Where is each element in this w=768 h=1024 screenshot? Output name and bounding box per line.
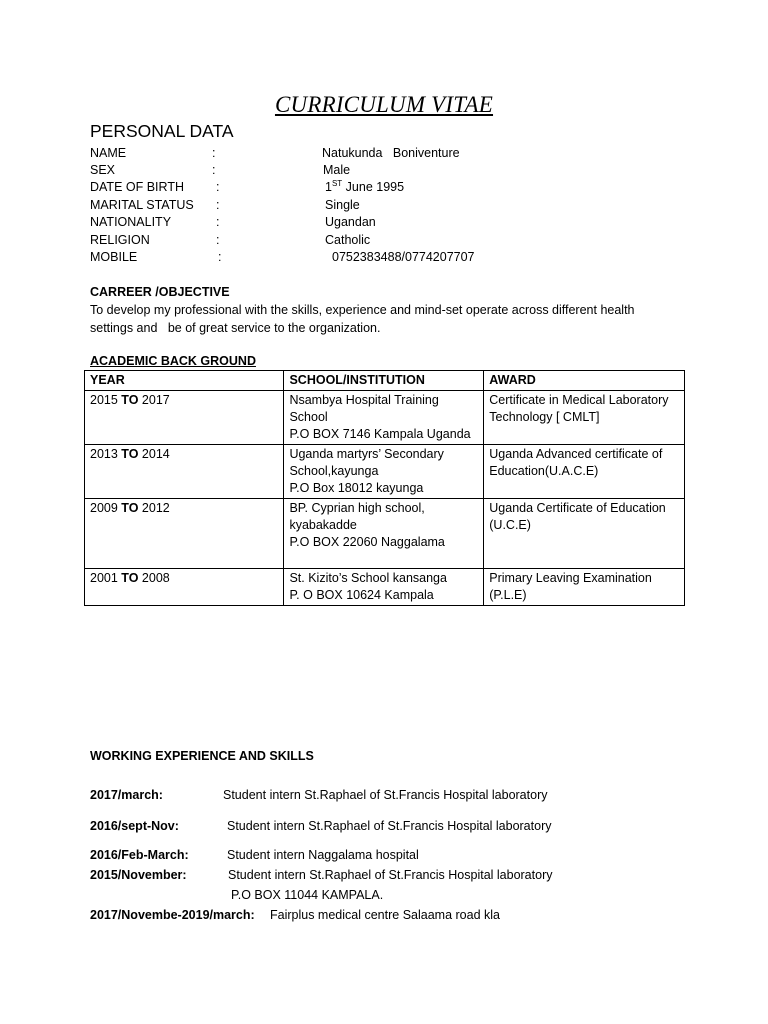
table-row <box>85 391 685 445</box>
award-line: (P.L.E) <box>489 588 527 602</box>
award-line: Education(U.A.C.E) <box>489 464 599 478</box>
school-cell <box>284 569 484 606</box>
year-to: 2012 <box>141 501 170 515</box>
year-cell <box>85 499 284 569</box>
experience-description: Student intern St.Raphael of St.Francis Hospital laboratory <box>227 819 552 833</box>
nationality-label: NATIONALITY <box>90 215 172 229</box>
year-from: 2013 <box>90 447 118 461</box>
experience-date: 2017/Novembe-2019/march: <box>90 908 255 922</box>
school-line: St. Kizito’s School kansanga <box>289 571 447 585</box>
religion-label: RELIGION <box>90 233 150 247</box>
experience-description: Student intern St.Raphael of St.Francis Hospital laboratory <box>228 868 553 882</box>
school-line: Uganda martyrs’ Secondary <box>289 447 444 461</box>
school-cell <box>284 391 484 445</box>
name-value: Natukunda Boniventure <box>322 146 460 160</box>
table-row <box>85 569 685 606</box>
marital-status-label: MARITAL STATUS <box>90 198 194 212</box>
experience-date: 2015/November: <box>90 868 187 882</box>
school-cell <box>284 499 484 569</box>
academic-heading: ACADEMIC BACK GROUND <box>90 354 256 368</box>
experience-description: Student intern Naggalama hospital <box>227 848 419 862</box>
experience-date: 2016/sept-Nov: <box>90 819 179 833</box>
sex-label: SEX <box>90 163 116 177</box>
award-cell <box>484 499 685 569</box>
year-to-word: TO <box>121 447 139 461</box>
year-to-word: TO <box>121 393 139 407</box>
school-line: P. O BOX 10624 Kampala <box>289 588 434 602</box>
award-cell <box>484 391 685 445</box>
dob-value <box>325 180 404 194</box>
dob-month-year: June 1995 <box>342 180 405 194</box>
year-to: 2014 <box>141 447 170 461</box>
nationality-colon: : <box>216 215 220 229</box>
year-cell <box>85 445 284 499</box>
year-to: 2017 <box>141 393 170 407</box>
school-line: P.O Box 18012 kayunga <box>289 481 424 495</box>
experience-date: 2017/march: <box>90 788 163 802</box>
academic-header-row <box>85 371 685 391</box>
award-cell <box>484 569 685 606</box>
academic-table <box>84 370 685 606</box>
award-line: Uganda Advanced certificate of <box>489 447 663 461</box>
personal-data-heading: PERSONAL DATA <box>90 121 234 141</box>
school-cell <box>284 445 484 499</box>
nationality-value: Ugandan <box>325 215 376 229</box>
school-line: BP. Cyprian high school, <box>289 501 425 515</box>
award-line: (U.C.E) <box>489 518 531 532</box>
experience-description: Fairplus medical centre Salaama road kla <box>270 908 500 922</box>
dob-colon: : <box>216 180 220 194</box>
dob-day-suffix: ST <box>331 178 343 188</box>
school-line: School,kayunga <box>289 464 379 478</box>
sex-value: Male <box>323 163 351 177</box>
year-to: 2008 <box>141 571 170 585</box>
year-to-word: TO <box>121 571 139 585</box>
column-header-school: SCHOOL/INSTITUTION <box>284 371 484 391</box>
year-to-word: TO <box>121 501 139 515</box>
table-row <box>85 445 685 499</box>
column-header-year: YEAR <box>85 371 284 391</box>
mobile-colon: : <box>218 250 222 264</box>
objective-heading: CARREER /OBJECTIVE <box>90 285 230 299</box>
marital-status-value: Single <box>325 198 360 212</box>
award-cell <box>484 445 685 499</box>
mobile-value: 0752383488/0774207707 <box>332 250 475 264</box>
table-row <box>85 499 685 569</box>
mobile-label: MOBILE <box>90 250 138 264</box>
school-line: School <box>289 410 328 424</box>
school-line: P.O BOX 7146 Kampala Uganda <box>289 427 471 441</box>
dob-label: DATE OF BIRTH <box>90 180 184 194</box>
school-line: P.O BOX 22060 Naggalama <box>289 535 445 549</box>
year-cell <box>85 391 284 445</box>
school-line: Nsambya Hospital Training <box>289 393 439 407</box>
religion-value: Catholic <box>325 233 371 247</box>
column-header-award: AWARD <box>484 371 685 391</box>
document-title: CURRICULUM VITAE <box>274 92 494 117</box>
objective-text: To develop my professional with the skills, experience and mind-set operate across different health settings and be of great service to the organization. <box>90 303 638 335</box>
name-colon: : <box>212 146 216 160</box>
experience-address: P.O BOX 11044 KAMPALA. <box>231 888 384 902</box>
award-line: Primary Leaving Examination <box>489 571 652 585</box>
experience-heading: WORKING EXPERIENCE AND SKILLS <box>90 749 314 763</box>
award-line: Uganda Certificate of Education <box>489 501 666 515</box>
marital-status-colon: : <box>216 198 220 212</box>
award-line: Technology [ CMLT] <box>489 410 600 424</box>
award-line: Certificate in Medical Laboratory <box>489 393 669 407</box>
name-label: NAME <box>90 146 127 160</box>
year-cell <box>85 569 284 606</box>
dob-day: 1 <box>325 180 332 194</box>
experience-description: Student intern St.Raphael of St.Francis Hospital laboratory <box>223 788 548 802</box>
experience-date: 2016/Feb-March: <box>90 848 189 862</box>
school-line: kyabakadde <box>289 518 357 532</box>
year-from: 2015 <box>90 393 118 407</box>
religion-colon: : <box>216 233 220 247</box>
sex-colon: : <box>212 163 216 177</box>
year-from: 2001 <box>90 571 118 585</box>
year-from: 2009 <box>90 501 118 515</box>
